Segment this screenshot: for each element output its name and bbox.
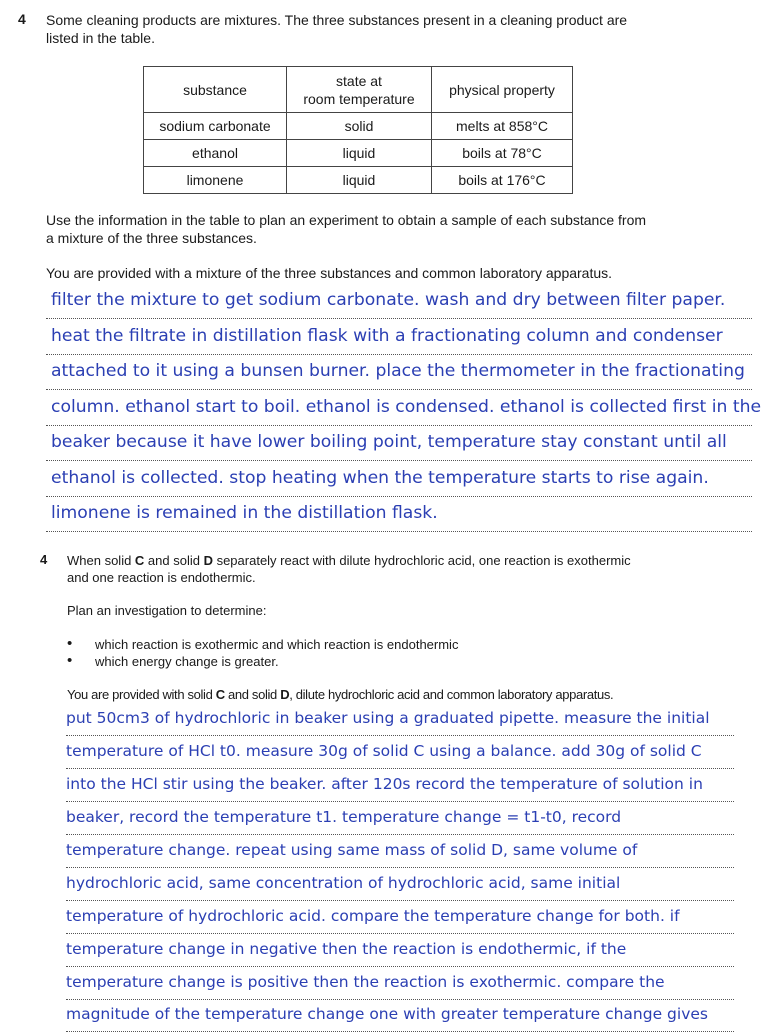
answer-line: temperature change is positive then the reaction is exothermic. compare the	[66, 972, 734, 1000]
question-intro-line: listed in the table.	[46, 30, 155, 46]
bullet-text: which energy change is greater.	[95, 654, 279, 669]
solid-c-label: C	[134, 553, 145, 568]
provided-text: , dilute hydrochloric acid and common laboratory apparatus.	[289, 687, 614, 702]
answer-line: heat the filtrate in distillation flask with a fractionating column and condenser	[46, 325, 752, 355]
table-header-row	[144, 67, 573, 113]
table-row	[144, 140, 573, 167]
question-number: 4	[18, 11, 26, 27]
answer-line: temperature of HCl t0. measure 30g of solid C using a balance. add 30g of solid C	[66, 741, 734, 769]
bullet-icon: •	[67, 635, 73, 652]
table-cell: boils at 78°C	[432, 140, 573, 167]
question-intro-line: and one reaction is endothermic.	[67, 570, 256, 585]
solid-d-label: D	[280, 687, 290, 702]
instruction-line: a mixture of the three substances.	[46, 230, 257, 246]
intro-text: separately react with dilute hydrochloric acid, one reaction is exothermic	[212, 553, 631, 568]
table-cell: limonene	[144, 167, 287, 194]
table-cell: solid	[287, 113, 432, 140]
table-cell: ethanol	[144, 140, 287, 167]
question-intro-line	[67, 552, 631, 569]
plan-heading: Plan an investigation to determine:	[67, 603, 267, 618]
table-cell: sodium carbonate	[144, 113, 287, 140]
answer-line: temperature change. repeat using same mass of solid D, same volume of	[66, 840, 734, 868]
table-cell: liquid	[287, 140, 432, 167]
provided-text: and solid	[224, 687, 281, 702]
table-header-line: room temperature	[303, 90, 415, 107]
answer-line: ethanol is collected. stop heating when the temperature starts to rise again.	[46, 467, 752, 497]
answer-line: column. ethanol start to boil. ethanol is condensed. ethanol is collected first in the	[46, 396, 752, 426]
table-row	[144, 113, 573, 140]
bullet-icon: •	[67, 652, 73, 669]
instruction-line: Use the information in the table to plan an experiment to obtain a sample of each substance from	[46, 212, 647, 228]
provided-text: You are provided with solid	[67, 687, 216, 702]
solid-d-label: D	[203, 553, 213, 568]
table-header	[287, 67, 432, 113]
bullet-item	[67, 652, 279, 670]
question-intro-line: Some cleaning products are mixtures. The three substances present in a cleaning product are	[46, 12, 628, 28]
intro-text: and solid	[144, 553, 204, 568]
answer-line: into the HCl stir using the beaker. after 120s record the temperature of solution in	[66, 774, 734, 802]
table-header: substance	[144, 67, 287, 113]
substances-table	[143, 66, 573, 194]
answer-line: beaker, record the temperature t1. temperature change = t1-t0, record	[66, 807, 734, 835]
table-header: physical property	[432, 67, 573, 113]
table-row	[144, 167, 573, 194]
solid-c-label: C	[215, 687, 225, 702]
answer-line: attached to it using a bunsen burner. place the thermometer in the fractionating	[46, 360, 752, 390]
provided-line: You are provided with a mixture of the three substances and common laboratory apparatus.	[46, 265, 613, 281]
table-cell: liquid	[287, 167, 432, 194]
table-cell: boils at 176°C	[432, 167, 573, 194]
answer-line: magnitude of the temperature change one with greater temperature change gives	[66, 1004, 734, 1032]
question-number: 4	[40, 552, 48, 567]
answer-line: limonene is remained in the distillation flask.	[46, 502, 752, 532]
provided-line	[67, 686, 613, 703]
bullet-item	[67, 635, 459, 653]
bullet-text: which reaction is exothermic and which reaction is endothermic	[95, 637, 459, 652]
answer-line: temperature change in negative then the reaction is endothermic, if the	[66, 939, 734, 967]
table-cell: melts at 858°C	[432, 113, 573, 140]
answer-line: filter the mixture to get sodium carbonate. wash and dry between filter paper.	[46, 289, 752, 319]
answer-line: beaker because it have lower boiling point, temperature stay constant until all	[46, 431, 752, 461]
answer-line: put 50cm3 of hydrochloric in beaker using a graduated pipette. measure the initial	[66, 708, 734, 736]
answer-line: hydrochloric acid, same concentration of hydrochloric acid, same initial	[66, 873, 734, 901]
answer-line: temperature of hydrochloric acid. compare the temperature change for both. if	[66, 906, 734, 934]
table-header-line: state at	[336, 72, 382, 89]
intro-text: When solid	[67, 553, 135, 568]
